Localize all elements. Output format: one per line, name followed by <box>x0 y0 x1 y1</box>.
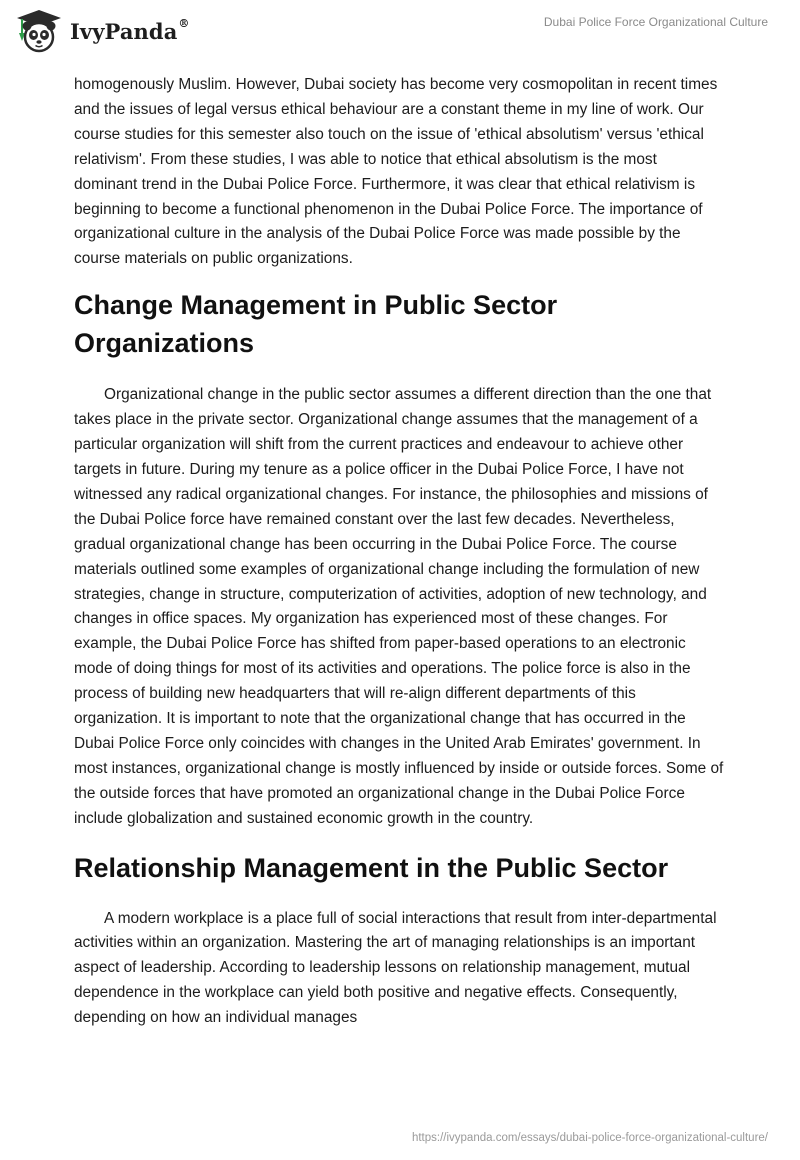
relationship-management-paragraph: A modern workplace is a place full of social interactions that result from inter-departmental activities within an organization. Mastering the art of managing relationships is an important aspect of leadership. According to leadership lessons on relationship management, mutual dependence in the workplace can yield both positive and negative effects. Consequently, depending on how an individual manages <box>74 909 717 1027</box>
brand-name: IvyPanda® <box>70 16 190 44</box>
registered-mark: ® <box>178 16 190 30</box>
essay-content <box>74 73 724 1031</box>
page-header <box>0 0 800 64</box>
ivypanda-logo[interactable] <box>14 8 190 54</box>
document-title: Dubai Police Force Organizational Culture <box>543 15 768 29</box>
section-heading-relationship-management: Relationship Management in the Public Sector <box>74 852 669 883</box>
section-heading-change-management: Change Management in Public Sector Organizations <box>74 290 558 359</box>
source-url[interactable]: https://ivypanda.com/essays/dubai-police-force-organizational-culture/ <box>411 1132 768 1144</box>
intro-paragraph: homogenously Muslim. However, Dubai society has become very cosmopolitan in recent times and the issues of legal versus ethical behaviour are a constant theme in my line of work. Our course studies for this semester also touch on the issue of 'ethical absolutism' versus 'ethical relativism'. From these studies, I was able to notice that ethical absolutism is the most dominant trend in the Dubai Police Force. Furthermore, it was clear that ethical relativism is beginning to become a functional phenomenon in the Dubai Police Force. The importance of organizational culture in the analysis of the Dubai Police Force was made possible by the course materials on public organizations. <box>74 76 718 268</box>
panda-graduate-icon <box>14 8 64 54</box>
change-management-paragraph: Organizational change in the public sector assumes a different direction than the one that takes place in the private sector. Organizational change assumes that the management of a particular organization will shift from the current practices and endeavour to achieve other targets in future. During my tenure as a police officer in the Dubai Police Force, I have not witnessed any radical organizational changes. For instance, the philosophies and missions of the Dubai Police force have remained constant over the last few decades. Nevertheless, gradual organizational change has been occurring in the Dubai Police Force. The course materials outlined some examples of organizational change including the formulation of new strategies, change in structure, computerization of activities, adoption of new technology, and changes in office spaces. My organization has experienced most of these changes. For example, the Dubai Police Force has shifted from paper-based operations to an electronic mode of doing things for most of its activities and operations. The police force is also in the process of building new headquarters that will re-align different departments of this organization. It is important to note that the organizational change that has occurred in the Dubai Police Force only coincides with changes in the United Arab Emirates' government. In most instances, organizational change is mostly influenced by inside or outside forces. Some of the outside forces that have promoted an organizational change in the Dubai Police Force include globalization and sustained economic growth in the country. <box>74 386 724 827</box>
